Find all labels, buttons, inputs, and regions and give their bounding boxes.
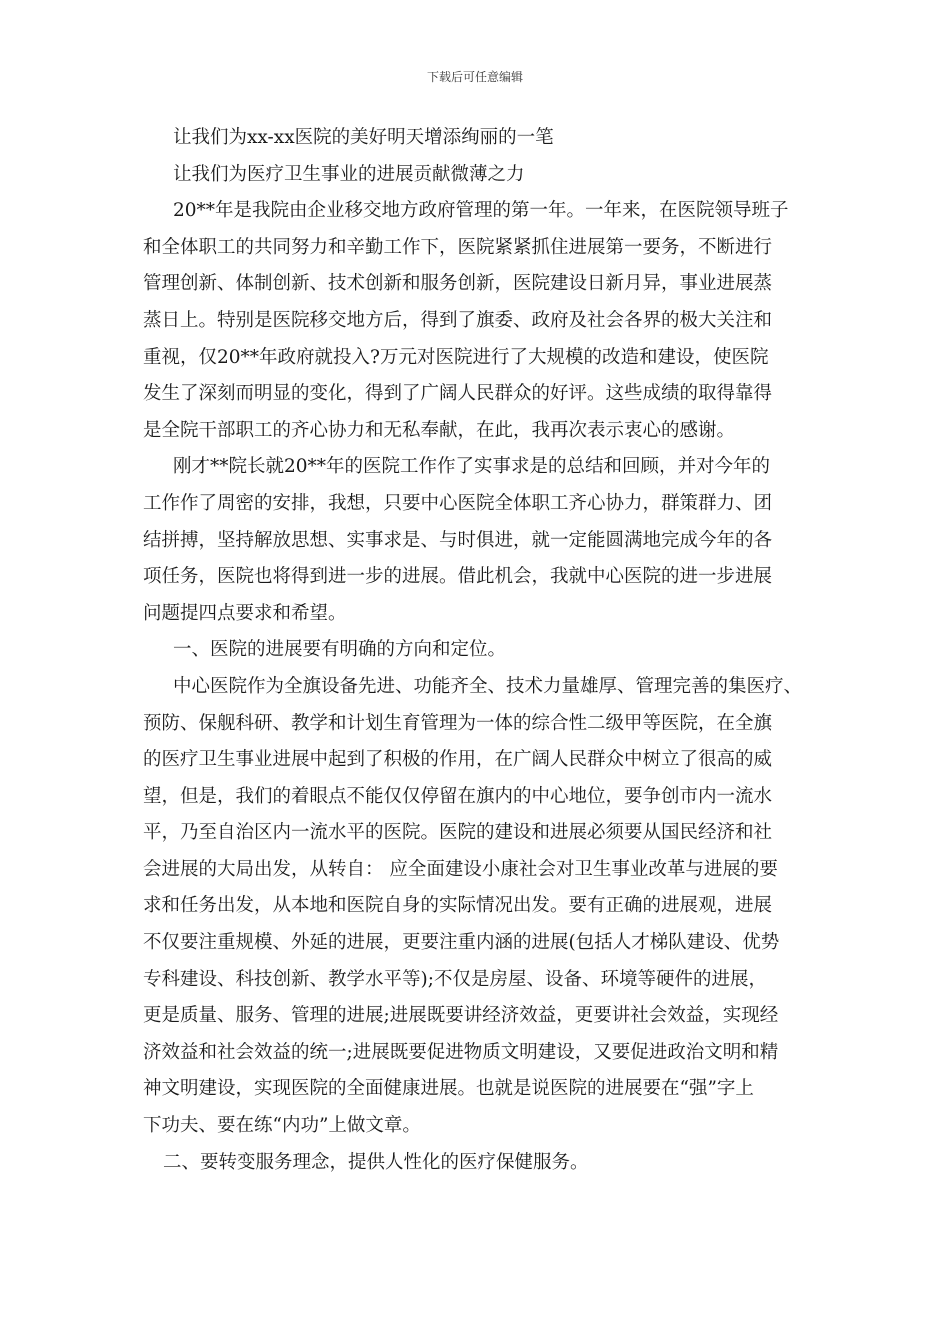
paragraph-line: 让我们为xx-xx医院的美好明天增添绚丽的一笔 (173, 127, 554, 148)
paragraph-line: 让我们为医疗卫生事业的进展贡献微薄之力 (173, 163, 525, 185)
paragraph-line: 更是质量、服务、管理的进展;进展既要讲经济效益，更要讲社会效益，实现经 (143, 1005, 779, 1027)
paragraph-line: 项任务，医院也将得到进一步的进展。借此机会，我就中心医院的进一步进展 (143, 566, 773, 588)
paragraph-line: 问题提四点要求和希望。 (143, 602, 347, 624)
section-heading: 二、要转变服务理念，提供人性化的医疗保健服务。 (163, 1151, 589, 1173)
paragraph-line: 结拼搏，坚持解放思想、实事求是、与时俱进，就一定能圆满地完成今年的各 (143, 529, 773, 551)
section-heading: 一、医院的进展要有明确的方向和定位。 (173, 639, 507, 661)
paragraph-line: 刚才**院长就20**年的医院工作作了实事求是的总结和回顾，并对今年的 (173, 456, 771, 478)
paragraph-line: 平，乃至自治区内一流水平的医院。医院的建设和进展必须要从国民经济和社 (143, 822, 773, 844)
paragraph-line: 神文明建设，实现医院的全面健康进展。也就是说医院的进展要在“强”字上 (143, 1078, 754, 1100)
paragraph-line: 望，但是，我们的着眼点不能仅仅停留在旗内的中心地位，要争创市内一流水 (143, 785, 773, 807)
paragraph-line: 发生了深刻而明显的变化，得到了广阔人民群众的好评。这些成绩的取得靠得 (143, 383, 773, 405)
paragraph-line: 蒸日上。特别是医院移交地方后，得到了旗委、政府及社会各界的极大关注和 (143, 309, 773, 331)
paragraph-line: 中心医院作为全旗设备先进、功能齐全、技术力量雄厚、管理完善的集医疗、 (173, 675, 803, 697)
paragraph-line: 的医疗卫生事业进展中起到了积极的作用，在广阔人民群众中树立了很高的威 (143, 749, 773, 771)
paragraph-line: 重视，仅20**年政府就投入?万元对医院进行了大规模的改造和建设，使医院 (143, 346, 769, 368)
paragraph-line: 济效益和社会效益的统一;进展既要促进物质文明建设，又要促进政治文明和精 (143, 1041, 779, 1063)
paragraph-line: 专科建设、科技创新、教学水平等);不仅是房屋、设备、环境等硬件的进展， (143, 968, 767, 990)
paragraph-line: 会进展的大局出发，从转自： 应全面建设小康社会对卫生事业改革与进展的要 (143, 858, 778, 880)
paragraph-line: 管理创新、体制创新、技术创新和服务创新，医院建设日新月异，事业进展蒸 (143, 273, 773, 295)
paragraph-line: 20**年是我院由企业移交地方政府管理的第一年。一年来，在医院领导班子 (173, 200, 789, 222)
page-header: 下载后可任意编辑 (426, 70, 523, 84)
paragraph-line: 和全体职工的共同努力和辛勤工作下，医院紧紧抓住进展第一要务，不断进行 (143, 236, 773, 258)
paragraph-line: 预防、保舰科研、教学和计划生育管理为一体的综合性二级甲等医院，在全旗 (143, 712, 773, 734)
document-body (143, 120, 813, 1181)
paragraph-line: 不仅要注重规模、外延的进展，更要注重内涵的进展(包括人才梯队建设、优势 (143, 932, 780, 954)
paragraph-line: 工作作了周密的安排，我想，只要中心医院全体职工齐心协力，群策群力、团 (143, 492, 773, 514)
paragraph-line: 下功夫、要在练“内功”上做文章。 (143, 1115, 421, 1137)
paragraph-line: 求和任务出发，从本地和医院自身的实际情况出发。要有正确的进展观，进展 (143, 895, 773, 917)
paragraph-line: 是全院干部职工的齐心协力和无私奉献，在此，我再次表示衷心的感谢。 (143, 419, 736, 441)
